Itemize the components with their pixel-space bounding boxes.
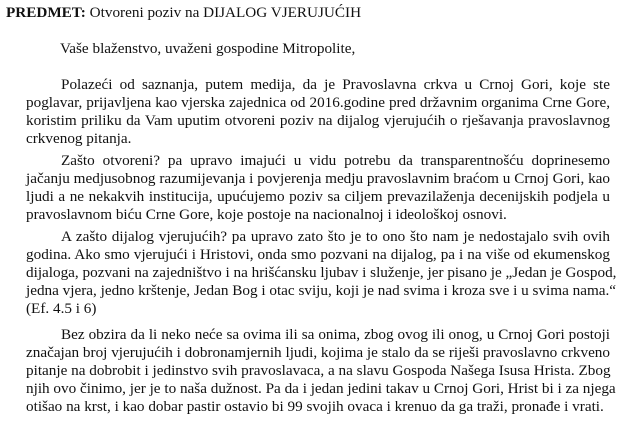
paragraph-line: (Ef. 4.5 i 6) [26,300,97,317]
paragraph-line: značajan broj vjerujućih i dobronamjernih ljudi, kojima je stalo da se riješi pravoslavno crkveno [26,344,610,361]
paragraph-line: Zašto otvoreni? pa upravo imajući u vidu potrebu da transparentnošću doprinesemo [61,152,610,169]
heading-label: PREDMET: [6,4,86,21]
paragraph-line: jedna vjera, jedno krštenje, Jedan Bog i otac sviju, koji je nad svima i kroza sve i u svima nama.“ [26,282,617,299]
paragraph-line: dijaloga, pozvani na zajedništvo i na hrišćansku ljubav i služenje, jer pisano je „Jedan je Gospod, [26,264,617,281]
paragraph-line: Bez obzira da li neko neće sa ovima ili sa onima, zbog ovog ili onog, u Crnoj Gori postoji [61,326,610,343]
paragraph-line: godina. Ako smo vjerujući i Hristovi, onda smo pozvani na dijalog, pa i na više od ekumenskog [26,246,610,263]
salutation: Vaše blaženstvo, uvaženi gospodine Mitropolite, [60,40,356,57]
paragraph-line: koristim priliku da Vam uputim otvoreni poziv na dijalog vjerujućih o rješavanja pravoslavnog [26,112,610,129]
paragraph-line: otišao na krst, i kao dobar pastir ostavio bi 99 svojih ovaca i krenuo da ga traži, pronađe i vrati. [26,398,604,415]
paragraph-line: pitanje na dobrobit i jedinstvo svih pravoslavaca, a na slavu Gospoda Našega Isusa Hrista. Zbog [26,362,611,379]
heading-subject: Otvoreni poziv na DIJALOG VJERUJUĆIH [89,4,362,21]
letter-heading [6,4,361,22]
paragraph-line: poglavar, prijavljena kao vjerska zajednica od 2016.godine pred državnim organima Crne Gore, [26,94,610,111]
paragraph-line: njih ovo činimo, jer je to naša dužnost. Pa da i jedan jedini takav u Crnoj Gori, Hrist bi i za njega [26,380,616,397]
paragraph-line: jačanju medjusobnog razumijevanja i povjerenja medju pravoslavnim braćom u Crnoj Gori, kao [26,170,610,187]
paragraph-line: A zašto dijalog vjerujućih? pa upravo zato što je to ono što nam je nedostajalo svih ovih [61,228,610,245]
paragraph-line: crkvenog pitanja. [26,130,132,147]
paragraph-line: pravoslavnom biću Crne Gore, koje postoje na nacionalnoj i ideološkoj osnovi. [26,206,507,223]
paragraph-line: ljudi a ne nekakvih institucija, upućujemo poziv sa ciljem prevazilaženja decenijskih podjela u [26,188,610,205]
paragraph-line: Polazeći od saznanja, putem medija, da je Pravoslavna crkva u Crnoj Gori, koje ste [61,76,610,93]
